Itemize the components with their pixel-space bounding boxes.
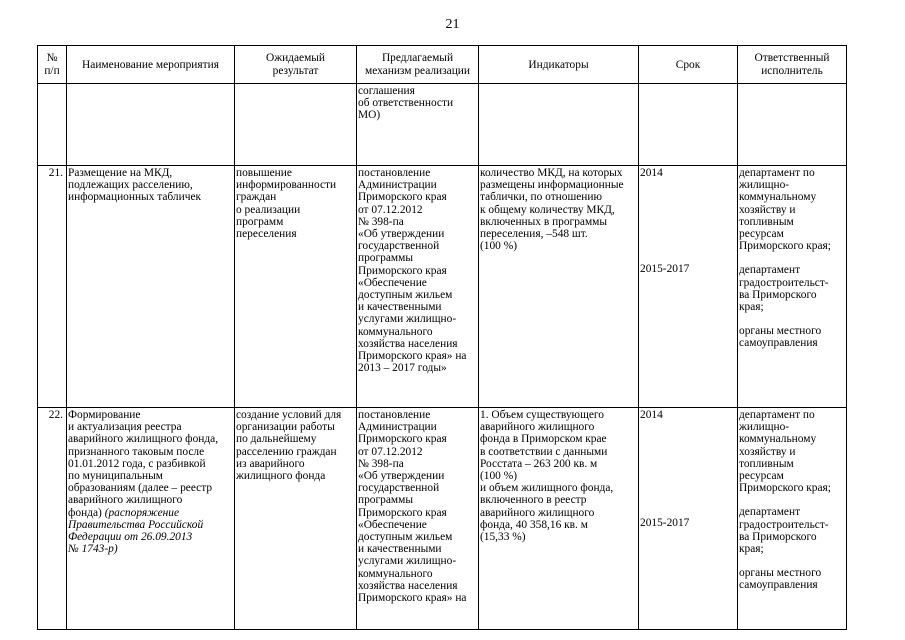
table-row-22	[38, 408, 847, 630]
cell-name: Формирование и актуализация реестра аварийного жилищного фонда, признанного таковым после 01.01.2012 года, с разбивкой по муниципальным образованиям (далее – реестр аварийного жилищного фонда) (распоряжение Правительства Российской Федерации от 26.09.2013 № 1743-р)	[67, 408, 235, 630]
header-result: Ожидаемый результат	[235, 46, 357, 84]
cell-mechanism: соглашения об ответственности МО)	[357, 84, 479, 166]
cell-term: 2014 2015-2017	[639, 166, 738, 408]
cell-num: 21.	[38, 166, 67, 408]
cell-num	[38, 84, 67, 166]
measures-table	[37, 45, 847, 630]
cell-executor: департамент по жилищно- коммунальному хозяйству и топливным ресурсам Приморского края; департамент градостроительст- ва Приморского края; органы местного самоуправления	[738, 166, 847, 408]
cell-result: повышение информированности граждан о реализации программ переселения	[235, 166, 357, 408]
header-num: № п/п	[38, 46, 67, 84]
cell-indicators: количество МКД, на которых размещены информационные таблички, по отношению к общему количеству МКД, включенных в программы переселения, –548 шт. (100 %)	[479, 166, 639, 408]
cell-name	[67, 84, 235, 166]
table-row-continuation	[38, 84, 847, 166]
cell-mechanism: постановление Администрации Приморского края от 07.12.2012 № 398-па «Об утверждении государственной программы Приморского края «Обеспечение доступным жильем и качественными услугами жилищно- коммунального хозяйства населения Приморского края» на	[357, 408, 479, 630]
cell-result	[235, 84, 357, 166]
header-row	[38, 46, 847, 84]
cell-term: 2014 2015-2017	[639, 408, 738, 630]
header-indicators: Индикаторы	[479, 46, 639, 84]
table-row-21	[38, 166, 847, 408]
header-name: Наименование мероприятия	[67, 46, 235, 84]
cell-indicators: 1. Объем существующего аварийного жилищного фонда в Приморском крае в соответствии с данными Росстата – 263 200 кв. м (100 %) и объем жилищного фонда, включенного в реестр аварийного жилищного фонда, 40 358,16 кв. м (15,33 %)	[479, 408, 639, 630]
cell-name: Размещение на МКД, подлежащих расселению, информационных табличек	[67, 166, 235, 408]
cell-term	[639, 84, 738, 166]
page-number: 21	[445, 17, 460, 32]
header-term: Срок	[639, 46, 738, 84]
cell-executor: департамент по жилищно- коммунальному хозяйству и топливным ресурсам Приморского края; департамент градостроительст- ва Приморского края; органы местного самоуправления	[738, 408, 847, 630]
header-mechanism: Предлагаемый механизм реализации	[357, 46, 479, 84]
cell-num: 22.	[38, 408, 67, 630]
cell-result: создание условий для организации работы по дальнейшему расселению граждан из аварийного жилищного фонда	[235, 408, 357, 630]
cell-mechanism: постановление Администрации Приморского края от 07.12.2012 № 398-па «Об утверждении государственной программы Приморского края «Обеспечение доступным жильем и качественными услугами жилищно- коммунального хозяйства населения Приморского края» на 2013 – 2017 годы»	[357, 166, 479, 408]
header-executor: Ответственный исполнитель	[738, 46, 847, 84]
cell-executor	[738, 84, 847, 166]
cell-indicators	[479, 84, 639, 166]
